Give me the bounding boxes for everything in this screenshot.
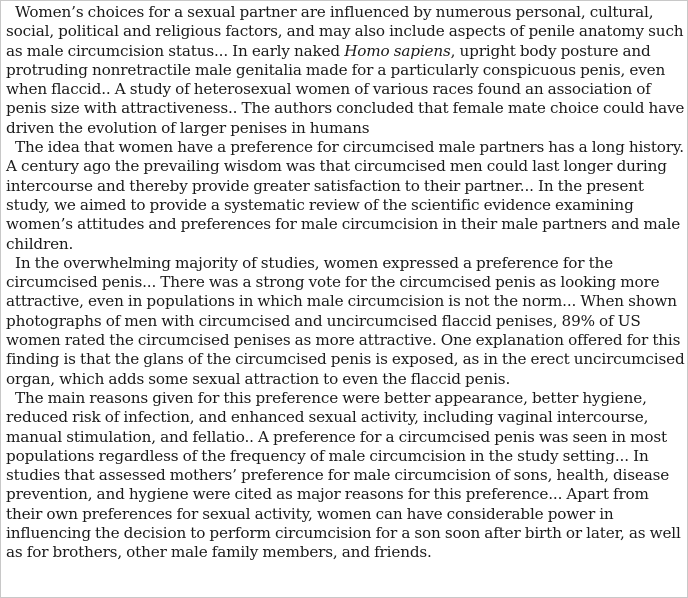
paragraph-1-text-before: Women’s choices for a sexual partner are influenced by numerous personal, cultural, social, political and religious factors, and may also include aspects of penile anatomy such as male circumcision status... In early naked	[6, 3, 684, 60]
document-body	[6, 3, 686, 563]
paragraph-1-italic-term: Homo sapiens	[344, 41, 451, 60]
paragraph-3: In the overwhelming majority of studies, women expressed a preference for the circumcised penis... There was a strong vote for the circumcised penis as looking more attractive, even in populations in which male circumcision is not the norm... When shown photographs of men with circumcised and uncircumcised flaccid penises, 89% of US women rated the circumcised penises as more attractive. One explanation offered for this finding is that the glans of the circumcised penis is exposed, as in the erect uncircumcised organ, which adds some sexual attraction to even the flaccid penis.	[6, 253, 685, 388]
paragraph-2: The idea that women have a preference for circumcised male partners has a long history. A century ago the prevailing wisdom was that circumcised men could last longer during intercourse and thereby provide greater satisfaction to their partner... In the present study, we aimed to provide a systematic review of the scientific evidence examining women’s attitudes and preferences for male circumcision in their male partners and male children.	[6, 138, 684, 253]
paragraph-1	[6, 3, 686, 138]
paragraph-4: The main reasons given for this preference were better appearance, better hygiene, reduced risk of infection, and enhanced sexual activity, including vaginal intercourse, manual stimulation, and fellatio.. A preference for a circumcised penis was seen in most populations regardless of the frequency of male circumcision in the study setting... In studies that assessed mothers’ preference for male circumcision of sons, health, disease prevention, and hygiene were cited as major reasons for this preference... Apart from their own preferences for sexual activity, women can have considerable power in influencing the decision to perform circumcision for a son soon after birth or later, as well as for brothers, other male family members, and friends.	[6, 388, 681, 562]
paragraph-1-text-after: , upright body posture and protruding nonretractile male genitalia made for a particularly conspicuous penis, even when flaccid.. A study of heterosexual women of various races found an association of penis size with attractiveness.. The authors concluded that female mate choice could have driven the evolution of larger penises in humans	[6, 41, 685, 137]
